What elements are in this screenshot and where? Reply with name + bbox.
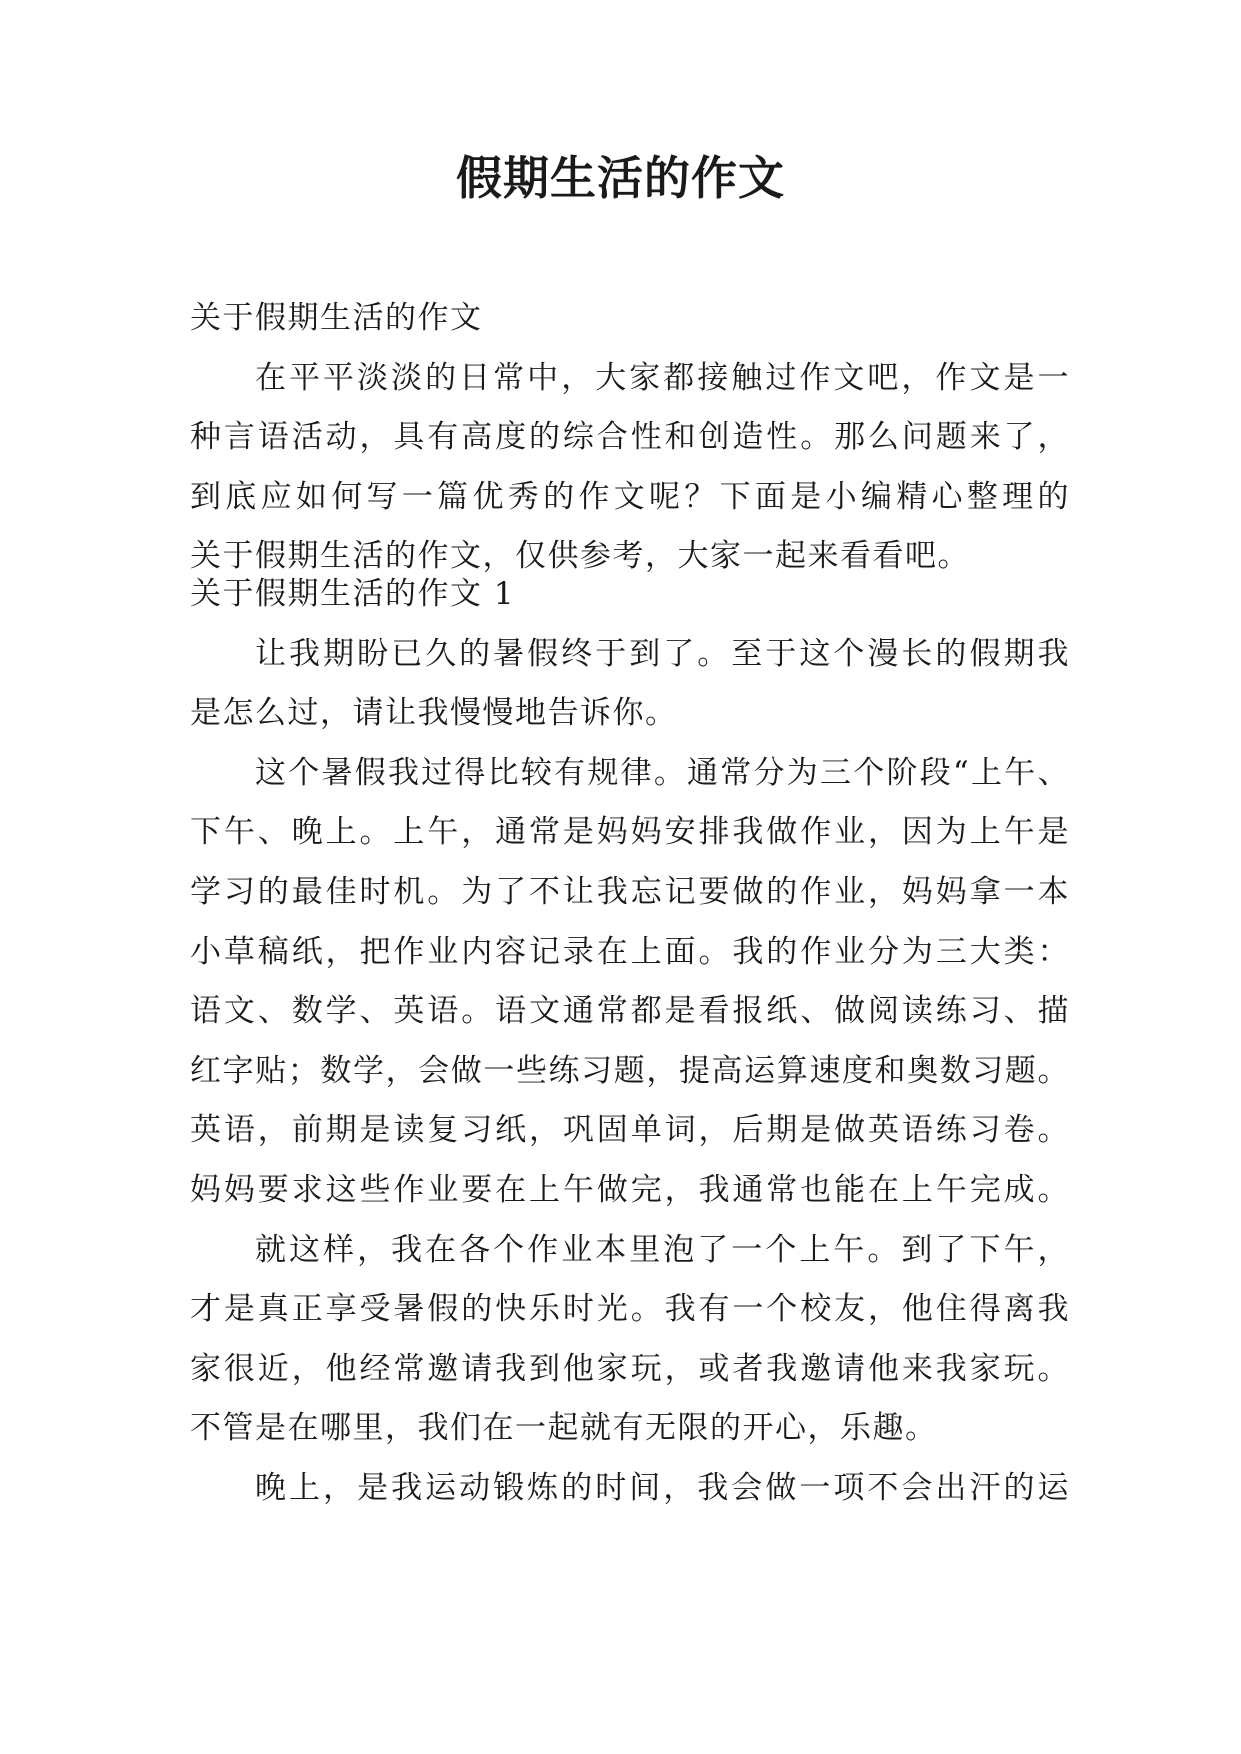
intro-section: [190, 289, 1070, 587]
intro-line: 到底应如何写一篇优秀的作文呢？下面是小编精心整理的: [190, 478, 1070, 515]
paragraph-line: 语文、数学、英语。语文通常都是看报纸、做阅读练习、描: [190, 993, 1070, 1030]
paragraph-line: 不管是在哪里，我们在一起就有无限的开心，乐趣。: [190, 1410, 938, 1447]
document-title: 假期生活的作文: [456, 151, 785, 205]
section-1-heading: 关于假期生活的作文 1: [190, 576, 516, 612]
paragraph-line: 英语，前期是读复习纸，巩固单词，后期是做英语练习卷。: [190, 1112, 1070, 1149]
intro-line: 种言语活动，具有高度的综合性和创造性。那么问题来了，: [190, 419, 1070, 456]
intro-line: 关于假期生活的作文，仅供参考，大家一起来看看吧。: [190, 538, 970, 575]
paragraph-line: 下午、晚上。上午，通常是妈妈安排我做作业，因为上午是: [190, 814, 1070, 851]
paragraph-line: 才是真正享受暑假的快乐时光。我有一个校友，他住得离我: [190, 1291, 1070, 1328]
paragraph-line: 家很近，他经常邀请我到他家玩，或者我邀请他来我家玩。: [190, 1350, 1070, 1387]
paragraph-line: 让我期盼已久的暑假终于到了。至于这个漫长的假期我: [255, 635, 1070, 672]
paragraph-line: 红字贴；数学，会做一些练习题，提高运算速度和奥数习题。: [190, 1052, 1070, 1089]
paragraph-line: 是怎么过，请让我慢慢地告诉你。: [190, 695, 678, 732]
intro-line: 在平平淡淡的日常中，大家都接触过作文吧，作文是一: [255, 359, 1070, 396]
intro-heading: 关于假期生活的作文: [190, 300, 483, 336]
paragraph-line: 这个暑假我过得比较有规律。通常分为三个阶段“上午、: [255, 754, 1070, 791]
paragraph-line: 小草稿纸，把作业内容记录在上面。我的作业分为三大类：: [190, 933, 1070, 970]
paragraph-line: 学习的最佳时机。为了不让我忘记要做的作业，妈妈拿一本: [190, 873, 1070, 910]
paragraph-line: 晚上，是我运动锻炼的时间，我会做一项不会出汗的运: [255, 1469, 1070, 1506]
paragraph-line: 妈妈要求这些作业要在上午做完，我通常也能在上午完成。: [190, 1171, 1070, 1208]
section-1: [190, 565, 1070, 1519]
paragraph-line: 就这样，我在各个作业本里泡了一个上午。到了下午，: [255, 1231, 1070, 1268]
